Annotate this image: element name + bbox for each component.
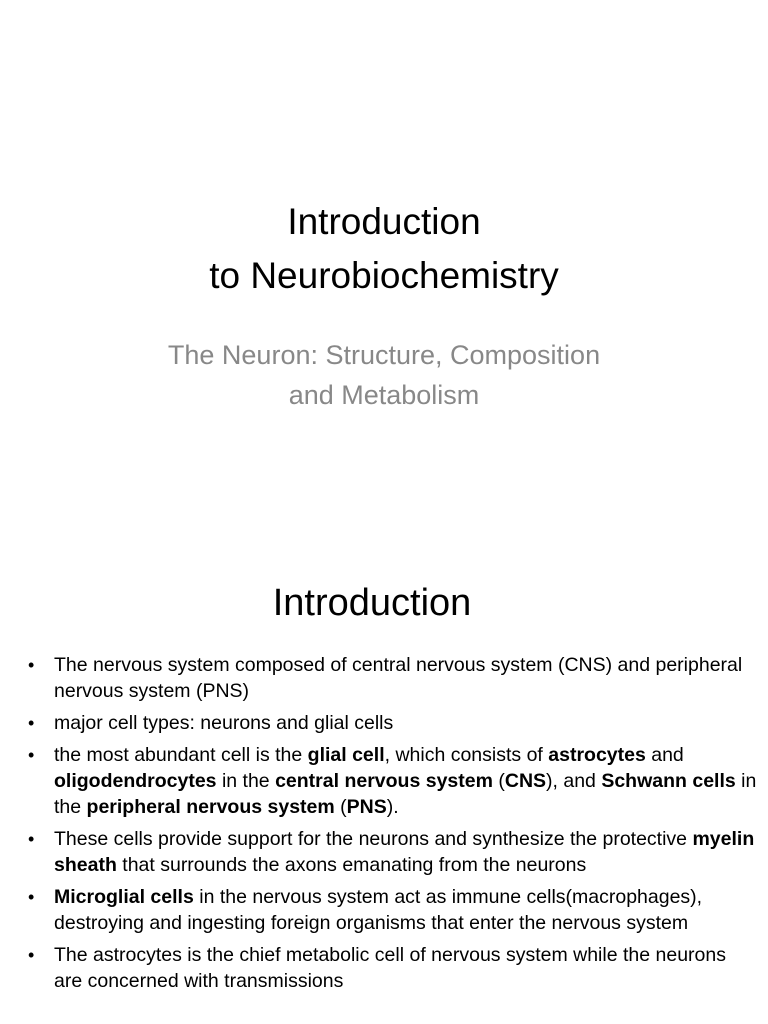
bullet-bold-term: central nervous system bbox=[275, 770, 493, 792]
slide-subtitle bbox=[0, 335, 768, 415]
bullet-text-run: major cell types: neurons and glial cells bbox=[54, 712, 394, 734]
bullet-item bbox=[28, 826, 758, 878]
bullet-text-run: These cells provide support for the neurons and synthesize the protective bbox=[54, 828, 693, 850]
slide-title-line-2: to Neurobiochemistry bbox=[209, 255, 559, 296]
bullet-bold-term: glial cell bbox=[307, 744, 385, 766]
bullet-text bbox=[54, 942, 758, 994]
bullet-item bbox=[28, 942, 758, 994]
bullet-text-run: ). bbox=[386, 796, 399, 818]
bullet-dot-icon: • bbox=[28, 713, 35, 733]
bullet-item bbox=[28, 742, 758, 820]
bullet-text-run: ( bbox=[492, 770, 505, 792]
bullet-bold-term: Microglial cells bbox=[54, 886, 194, 908]
bullet-text-run: ), and bbox=[546, 770, 602, 792]
bullet-text-run: in the bbox=[54, 770, 757, 818]
bullet-dot-icon: • bbox=[28, 945, 35, 965]
bullet-text-run: the most abundant cell is the bbox=[54, 744, 308, 766]
bullet-dot-icon: • bbox=[28, 887, 35, 907]
bullet-text-run: The astrocytes is the chief metabolic cell of nervous system while the neurons are concerned with transmissions bbox=[54, 944, 726, 992]
bullet-bold-term: CNS bbox=[504, 770, 547, 792]
introduction-slide bbox=[0, 560, 768, 1024]
bullet-text-run: in the bbox=[216, 770, 276, 792]
bullet-text bbox=[54, 826, 758, 878]
bullet-text-run: that surrounds the axons emanating from the neurons bbox=[116, 854, 587, 876]
bullet-bold-term: oligodendrocytes bbox=[54, 770, 217, 792]
slide-subtitle-line-1: The Neuron: Structure, Composition bbox=[167, 340, 601, 370]
bullet-text bbox=[54, 884, 758, 936]
bullet-dot-icon: • bbox=[28, 655, 35, 675]
bullet-text-run: in the nervous system act as immune cells(macrophages), destroying and ingesting foreign organisms that enter the nervous system bbox=[54, 886, 703, 934]
bullet-bold-term: PNS bbox=[346, 796, 387, 818]
intro-heading: Introduction bbox=[272, 582, 472, 624]
bullet-text-run: and bbox=[645, 744, 684, 766]
bullet-item bbox=[28, 652, 758, 704]
bullet-dot-icon: • bbox=[28, 829, 35, 849]
bullet-item bbox=[28, 710, 758, 736]
bullet-text-run: The nervous system composed of central nervous system (CNS) and peripheral nervous system (PNS) bbox=[54, 654, 743, 702]
bullet-text-run: , which consists of bbox=[384, 744, 549, 766]
bullet-text bbox=[54, 652, 758, 704]
bullet-bold-term: astrocytes bbox=[548, 744, 646, 766]
bullet-bold-term: peripheral nervous system bbox=[86, 796, 335, 818]
slide-title bbox=[0, 195, 768, 303]
bullet-dot-icon: • bbox=[28, 745, 35, 765]
bullet-text bbox=[54, 710, 758, 736]
bullet-bold-term: Schwann cells bbox=[601, 770, 736, 792]
bullet-text-run: ( bbox=[334, 796, 347, 818]
slide-title-line-1: Introduction bbox=[287, 201, 481, 242]
bullet-bold-term: myelin sheath bbox=[54, 828, 755, 876]
bullet-list bbox=[28, 652, 758, 1000]
slide-subtitle-line-2: and Metabolism bbox=[288, 380, 480, 410]
bullet-text bbox=[54, 742, 758, 820]
bullet-item bbox=[28, 884, 758, 936]
